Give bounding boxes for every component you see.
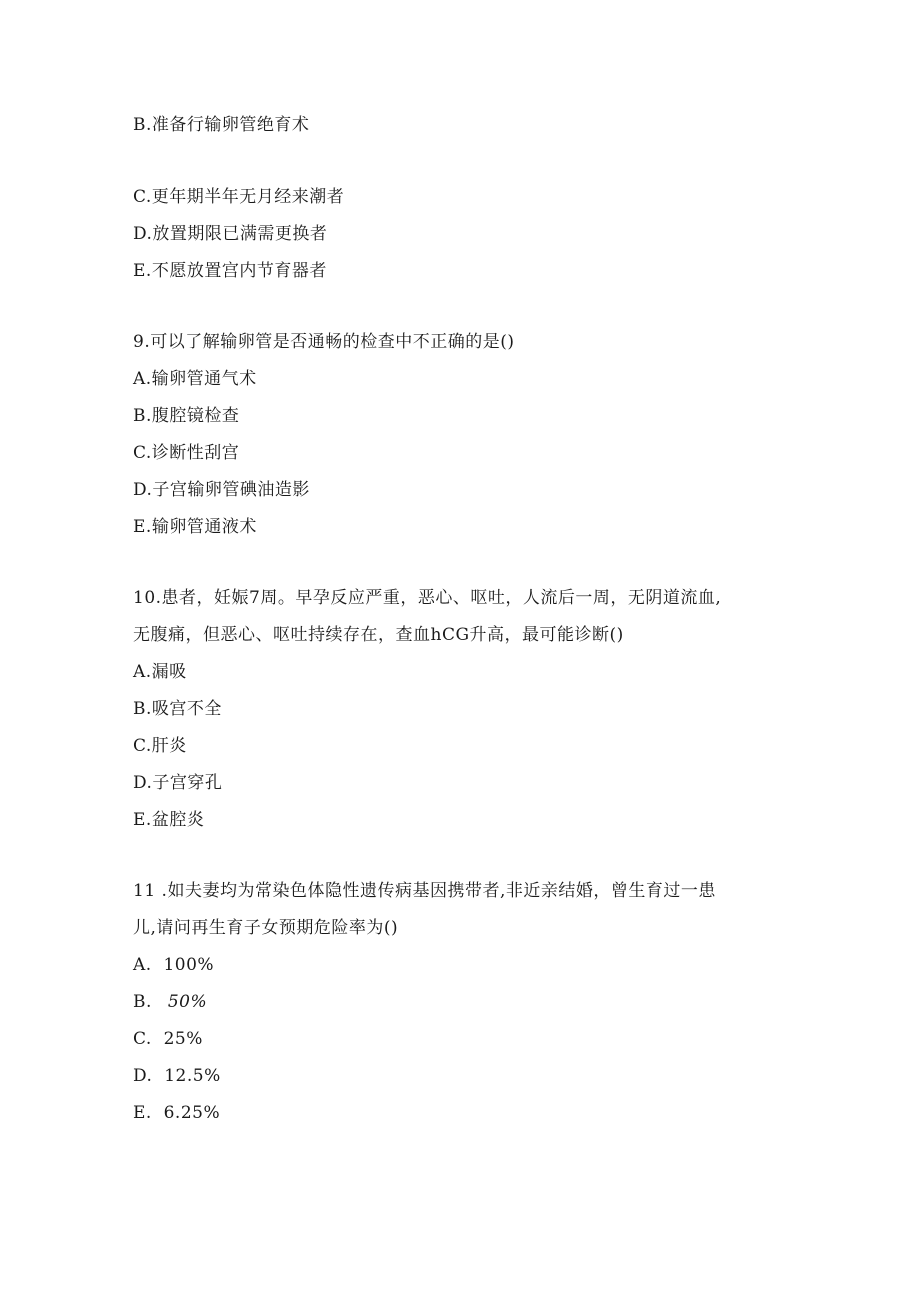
q10-stem-line2: 无腹痛，但恶心、呕吐持续存在，查血hCG升高，最可能诊断(): [133, 625, 624, 645]
q9-option-c: C.诊断性刮宫: [133, 443, 240, 463]
q8-option-e: E.不愿放置宫内节育器者: [133, 261, 327, 281]
q11-option-d: D. 12.5%: [133, 1066, 221, 1086]
q10-stem-line1: 10.患者，妊娠7周。早孕反应严重，恶心、呕吐，人流后一周，无阴道流血,: [133, 588, 722, 608]
q8-option-b: B.准备行输卵管绝育术: [133, 115, 310, 135]
q9-option-d: D.子宫输卵管碘油造影: [133, 480, 310, 500]
q10-option-d: D.子宫穿孔: [133, 773, 223, 793]
q11-option-e: E. 6.25%: [133, 1103, 221, 1123]
q11-option-b-letter: B.: [133, 992, 152, 1012]
q9-option-b: B.腹腔镜检查: [133, 406, 240, 426]
q11-option-b-value: 50%: [167, 992, 208, 1012]
q10-option-c: C.肝炎: [133, 736, 187, 756]
q10-option-a: A.漏吸: [133, 662, 187, 682]
q9-option-a: A.输卵管通气术: [133, 369, 257, 389]
q10-option-b: B.吸宫不全: [133, 699, 222, 719]
q10-option-e: E.盆腔炎: [133, 810, 205, 830]
q11-option-a: A. 100%: [133, 955, 215, 975]
q11-option-c: C. 25%: [133, 1029, 203, 1049]
q11-option-b: [133, 991, 207, 1013]
q11-stem-line1: 11 .如夫妻均为常染色体隐性遗传病基因携带者,非近亲结婚，曾生育过一患: [133, 881, 716, 901]
q8-option-c: C.更年期半年无月经来潮者: [133, 187, 345, 207]
q8-option-d: D.放置期限已满需更换者: [133, 224, 328, 244]
q11-stem-line2: 儿,请问再生育子女预期危险率为(): [133, 918, 399, 938]
q9-stem: 9.可以了解输卵管是否通畅的检查中不正确的是(): [133, 332, 515, 352]
q9-option-e: E.输卵管通液术: [133, 517, 257, 537]
